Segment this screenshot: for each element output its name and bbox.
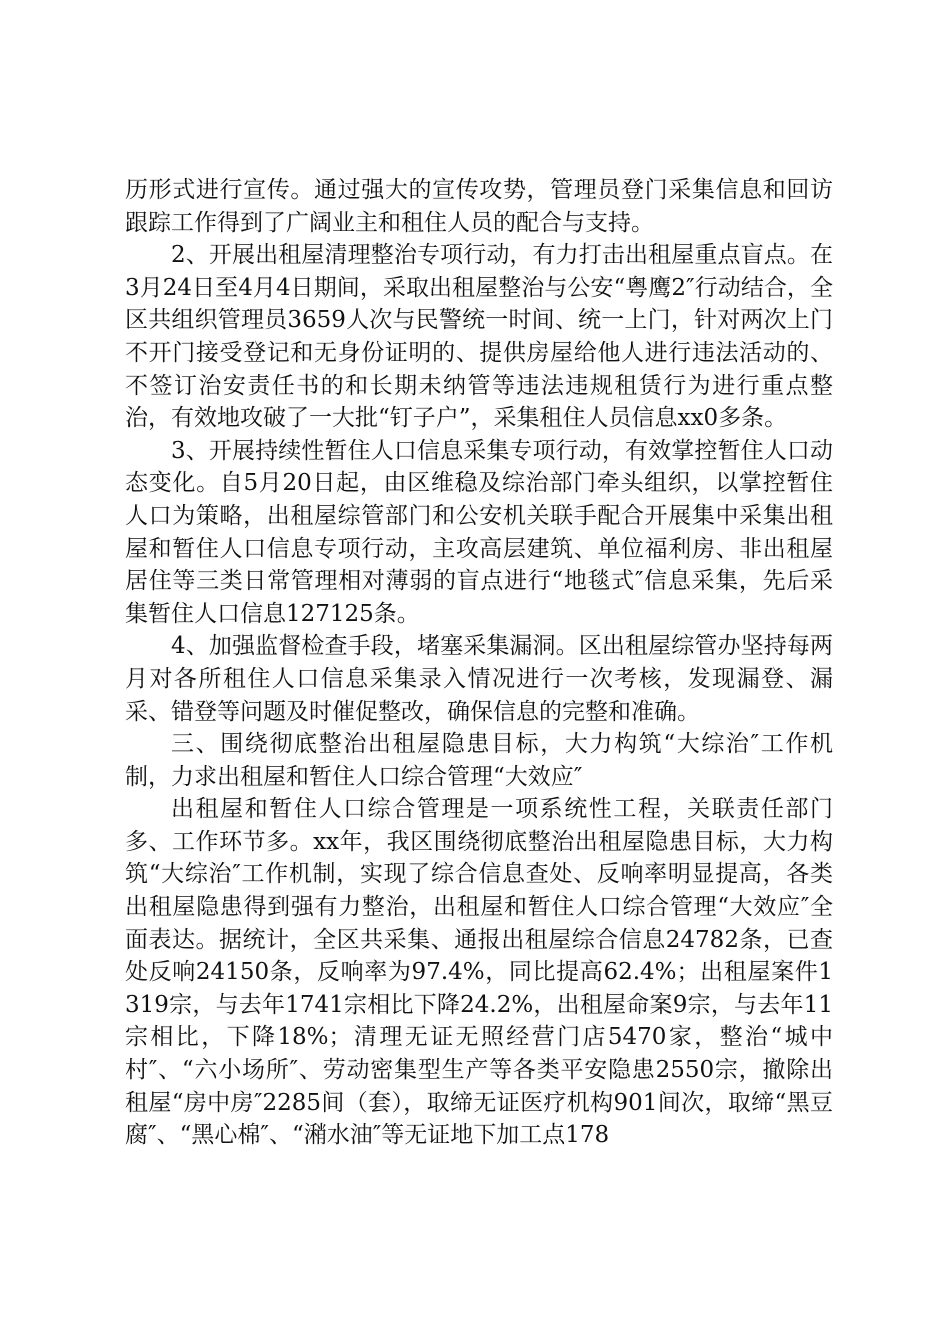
- paragraph-comprehensive-management: 出租屋和暂住人口综合管理是一项系统性工程，关联责任部门多、工作环节多。xx年，我区围绕彻底整治出租屋隐患目标，大力构筑“大综治″工作机制，实现了综合信息查处、反响率明显提高，各类出租屋隐患得到强有力整治，出租屋和暂住人口综合管理“大效应″全面表达。据统计，全区共采集、通报出租屋综合信息24782条，已查处反响24150条，反响率为97.4%，同比提高62.4%；出租屋案件1319宗，与去年1741宗相比下降24.2%，出租屋命案9宗，与去年11宗相比，下降18%；清理无证无照经营门店5470家，整治“城中村″、“六小场所″、劳动密集型生产等各类平安隐患2550宗，撤除出租屋“房中房″2285间（套），取缔无证医疗机构901间次，取缔“黑豆腐″、“黑心棉″、“潲水油″等无证地下加工点178: [125, 796, 833, 1149]
- section-heading-3: 三、围绕彻底整治出租屋隐患目标，大力构筑“大综治″工作机制，力求出租屋和暂住人口综合管理“大效应″: [125, 731, 833, 790]
- document-body: [125, 174, 833, 1152]
- paragraph-item-4-supervision: 4、加强监督检查手段，堵塞采集漏洞。区出租屋综管办坚持每两月对各所租住人口信息采集录入情况进行一次考核，发现漏登、漏采、错登等问题及时催促整改，确保信息的完整和准确。: [125, 633, 833, 725]
- paragraph-continuation: 历形式进行宣传。通过强大的宣传攻势，管理员登门采集信息和回访跟踪工作得到了广阔业主和租住人员的配合与支持。: [125, 177, 833, 236]
- paragraph-item-2-rental-cleanup: 2、开展出租屋清理整治专项行动，有力打击出租屋重点盲点。在3月24日至4月4日期间，采取出租屋整治与公安“粤鹰2″行动结合，全区共组织管理员3659人次与民警统一时间、统一上门，针对两次上门不开门接受登记和无身份证明的、提供房屋给他人进行违法活动的、不签订治安责任书的和长期未纳管等违法违规租赁行为进行重点整治，有效地攻破了一大批“钉子户”，采集租住人员信息xx0多条。: [125, 242, 833, 432]
- paragraph-item-3-info-collection: 3、开展持续性暂住人口信息采集专项行动，有效掌控暂住人口动态变化。自5月20日起，由区维稳及综治部门牵头组织，以掌控暂住人口为策略，出租屋综管部门和公安机关联手配合开展集中采集出租屋和暂住人口信息专项行动，主攻高层建筑、单位福利房、非出租屋居住等三类日常管理相对薄弱的盲点进行“地毯式″信息采集，先后采集暂住人口信息127125条。: [125, 437, 833, 627]
